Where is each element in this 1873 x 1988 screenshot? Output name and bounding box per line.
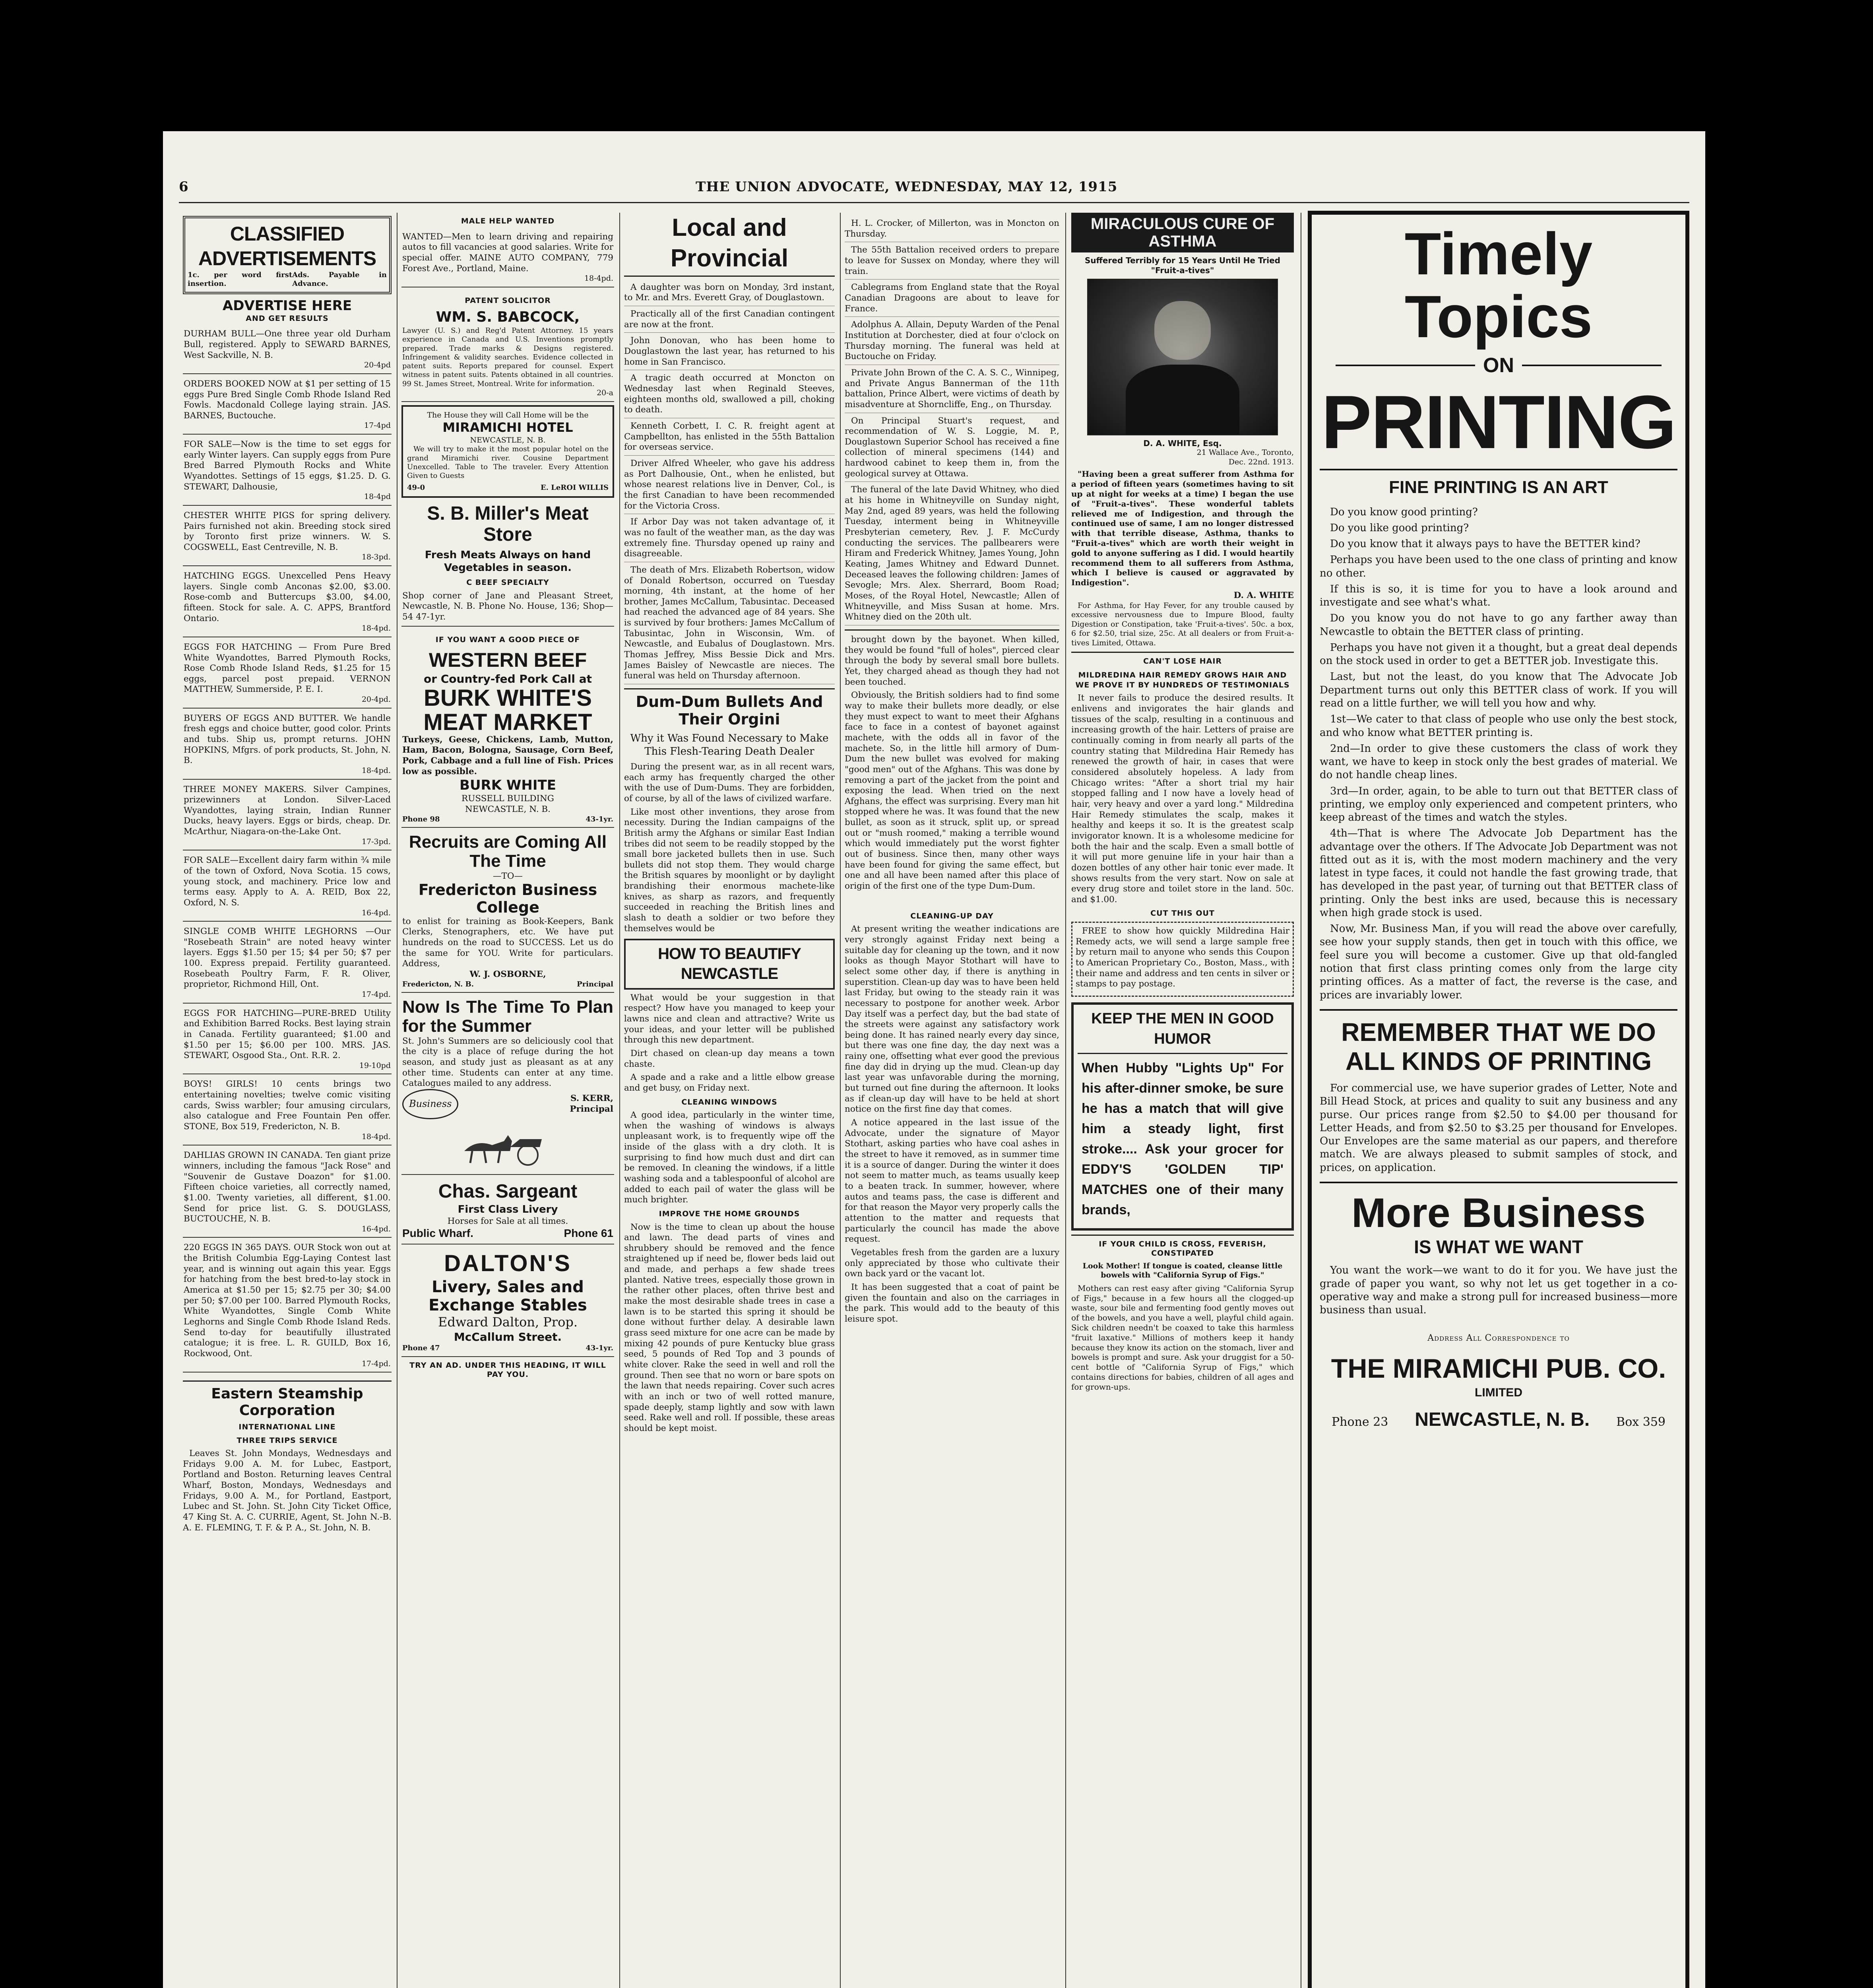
paragraph: 2nd—In order to give these customers the class of work they want, we have to keep in stock only the best grades of material. We do not handle cheap lines. (1320, 742, 1677, 781)
summer-school-ad (401, 995, 614, 1175)
hair-text: It never fails to produce the desired results. It enlivens and invigorates the hair glands and tissues of the scalp, resulting in a continuous and increasing growth of the hair. Letters of praise are continually coming in from nearly all parts of the country stating that Mildredina Hair Remedy has renewed the growth of hair, in cases that were considered absolutely hopeless. A lady from Chicago writes: "After a short trial my hair stopped falling and I now have a lovely head of hair, very heavy and over a yard long." Mildredina Hair Remedy stimulates the scalp, makes it healthy and keeps it so. It is the greatest scalp invigorator known. It is a wholesome medicine for both the hair and the scalp. Even a small bottle of it will put more genuine life in your hair than a dozen bottles of any other hair tonic ever made. It shows results from the very start. Now on sale at every drug store and toilet store in the land. 50c. and $1.00. (1071, 693, 1294, 905)
asthma-caption: D. A. WHITE, Esq. (1143, 438, 1222, 448)
burk-title: BURK WHITE'S MEAT MARKET (423, 685, 592, 735)
advertise-subheading: AND GET RESULTS (246, 314, 329, 323)
classified-ad-text: DAHLIAS GROWN IN CANADA. Ten giant prize winners, including the famous "Jack Rose" and "Souvenir de Gustave Doazon" for $1.00. Fifteen choice varieties, all correctly named, $1.00. Twenty varieties, all different, $1.00. Send for price list. G. S. DOUGLASS, BUCTOUCHE, N. B. (184, 1150, 391, 1224)
daltons-sub: Livery, Sales and Exchange Stables (429, 1277, 587, 1314)
coupon[interactable] (1071, 922, 1294, 997)
paragraph: Do you know that it always pays to have the BETTER kind? (1330, 538, 1640, 550)
classified-ad-text: FOR SALE—Excellent dairy farm within ¾ mile of the town of Oxford, Nova Scotia. 15 cows, young stock, and machinery. Price low and terms easy. Apply to A. A. REID, Box 22, Oxford, N. S. (184, 855, 391, 908)
recruits-place: Fredericton, N. B. (402, 980, 474, 988)
paragraph: Cablegrams from England state that the Royal Canadian Dragoons are about to leave for France. (845, 282, 1059, 317)
paragraph: Adolphus A. Allain, Deputy Warden of the Penal Institution at Dorchester, died at four o'clock on Thursday morning. The funeral was held at Buctouche on Friday. (845, 320, 1059, 365)
classified-ad (183, 377, 392, 435)
paragraph: Practically all of the first Canadian contingent are now at the front. (624, 309, 835, 333)
beautify-box (624, 939, 835, 989)
classified-ad-text: 220 EGGS IN 365 DAYS. OUR Stock won out at the British Columbia Egg-Laying Contest last year, and is winning out again this year. Eggs for hatching from the best bred-to-lay stock in America at $1.50 per 15; $2.75 per 30; $4.00 per 50; $7.00 per 100. Barred Plymouth Rocks, White Wyandottes, Single Comb White Leghorns and Single Comb Rhode Island Reds. Send to-day for beautifully illustrated catalogue; it is free. L. R. GUILD, Box 16, Rockwood, Ont. (184, 1242, 391, 1359)
classified-ad-code: 16-4pd. (361, 1224, 391, 1233)
miller-sub: Fresh Meats Always on hand Vegetables in season. (425, 549, 591, 574)
classified-ad (183, 326, 392, 374)
child-sub: Look Mother! If tongue is coated, cleanse little bowels with "California Syrup of Figs." (1082, 1261, 1283, 1280)
asthma-letter: "Having been a great sufferer from Asthma for a period of fifteen years (sometimes having to sit up at night for weeks at a time) I began the use of "Fruit-a-tives". These wonderful tablets relieved me of Indigestion, and through the continued use of same, I am no longer distressed with that terrible disease, Asthma, thanks to "Fruit-a-tives" which are worth their weight in gold to anyone suffering as I did. I would heartily recommend them to all sufferers from Asthma, which I believe is caused or aggravated by Indigestion". (1071, 469, 1294, 588)
classified-ad-text: SINGLE COMB WHITE LEGHORNS —Our "Rosebeath Strain" are noted heavy winter layers. Eggs $1.50 per 15; $4 per 50; $7 per 100. Express prepaid. Fertility guaranteed. Rosebeath Poultry Farm, F. R. Oliver, proprietor, Richmond Hill, Ont. (184, 926, 391, 990)
cleaning-text: A good idea, particularly in the winter time, when the washing of windows is always unpleasant work, is to frequently wipe off the inside of the glass with a dry cloth. It is surprising to find how much dust and dirt can be removed. In cleaning the windows, if a little washing soda and a tablespoonful of alcohol are added to each pail of water the glass will be much brighter. (624, 1110, 835, 1205)
paragraph: Kenneth Corbett, I. C. R. freight agent at Campbellton, has enlisted in the 55th Battalion for overseas service. (624, 421, 835, 456)
paragraph: Driver Alfred Wheeler, who gave his address as Port Dalhousie, Ont., when he enlisted, but whose nearest relations live in Denver, Col., is the first Canadian to have been recommended for the Victoria Cross. (624, 458, 835, 514)
classified-ad-text: DURHAM BULL—One three year old Durham Bull, registered. Apply to SEWARD BARNES, West Sackville, N. B. (184, 329, 391, 360)
beautify-title: HOW TO BEAUTIFY NEWCASTLE (658, 945, 801, 982)
paragraph: John Donovan, who has been home to Douglastown the last year, has returned to his home in San Francisco. (624, 336, 835, 370)
now-title: Now Is The Time To Plan for the Summer (402, 997, 613, 1036)
local-news-items (624, 282, 835, 684)
child-title: IF YOUR CHILD IS CROSS, FEVERISH, CONSTIPATED (1099, 1239, 1266, 1258)
dumdum-sub: Why it Was Found Necessary to Make This Flesh-Tearing Death Dealer (630, 732, 829, 757)
hotel-ad (401, 405, 614, 498)
classified-payable: Ads. Payable in Advance. (292, 271, 387, 288)
patent-ad (401, 290, 614, 402)
hair-title: CAN'T LOSE HAIR (1143, 657, 1222, 666)
male-help-code: 18-4pd. (584, 274, 613, 283)
remember-heading: REMEMBER THAT WE DO ALL KINDS OF PRINTING (1341, 1017, 1656, 1076)
recruits-text: to enlist for training as Book-Keepers, Bank Clerks, Stenographers, etc. We have put hundreds on the road to SUCCESS. Let us do the same for YOU. Write for particulars. Address, (402, 916, 613, 969)
business-logo: Business (402, 1089, 458, 1119)
hotel-name: MIRAMICHI HOTEL (442, 420, 573, 435)
daltons-code: 43-1yr. (586, 1344, 613, 1353)
paragraph: The death of Mrs. Elizabeth Robertson, widow of Donald Robertson, occurred on Tuesday morning, 4th instant, at the home of her brother, James McCallum, Tabusintac. Deceased had reached the advanced age of 84 years. She is survived by four brothers: James McCallum of Tabusintac, John in Wisconsin, Wm. of Newcastle, and Eubalus of Douglastown. Mrs. Thomas Jeffrey, Miss Bessie Dick and Mrs. James Baisley of Newcastle are nieces. The funeral was held on Thursday afternoon. (624, 565, 835, 684)
company-town: NEWCASTLE, N. B. (1415, 1409, 1590, 1431)
paragraph: Do you know good printing? (1330, 506, 1478, 518)
classified-ad-text: CHESTER WHITE PIGS for spring delivery. Pairs furnished not akin. Breeding stock sired by Toronto first prize winners. W. S. COGSWELL, East Centreville, N. B. (184, 510, 391, 552)
dumdum-title: Dum-Dum Bullets And Their Orgini (636, 693, 823, 728)
classified-ad-text: ORDERS BOOKED NOW at $1 per setting of 15 eggs Pure Bred Single Comb Rhode Island Red Fowls. Macdonald College laying strain. JAS. BARNES, Buctouche. (184, 379, 391, 421)
paragraph: The funeral of the late David Whitney, who died at his home in Whitneyville on Sunday night, May 2nd, aged 89 years, was held the following Tuesday, interment being in Whitneyville Presbyterian cemetery, Rev. J. F. McCurdy conducting the services. The pallbearers were Hiram and Frederick Whitney, James Young, John Keating, James Whitney and Edward Dunnet. Deceased leaves the following children: James of Sevogle; Mrs. Alex. Sherrard, Boom Road; Moses, of the Royal Hotel, Newcastle; Allen of Whitneyville, and Miss Susan at home. Mrs. Whitney died on the 20th ult. (845, 485, 1059, 625)
classified-ad (183, 711, 392, 780)
eastern-line: INTERNATIONAL LINE (238, 1422, 336, 1431)
cut-title: CUT THIS OUT (1150, 909, 1215, 918)
daltons-ad (401, 1247, 614, 1357)
asthma-sign: D. A. WHITE (1233, 590, 1294, 601)
timely-on: ON (1483, 354, 1514, 377)
paragraph: A spade and a rake and a little elbow grease and get busy, on Friday next. (624, 1072, 835, 1093)
classified-ad (183, 1077, 392, 1145)
company-phone: Phone 23 (1332, 1415, 1388, 1429)
hotel-text: We will try to make it the most popular hotel on the grand Miramichi river. Cousine Department Unexcelled. Table to The traveler. Every Attention Given to Guests (407, 445, 609, 480)
keep-text: When Hubby "Lights Up" For his after-dinner smoke, be sure he has a match that will give him a steady light, first stroke.... Ask your grocer for EDDY'S 'GOLDEN TIP' MATCHES one of their many brands, (1082, 1060, 1284, 1217)
paragraph: Do you know you do not have to go any farther away than Newcastle to obtain the BETTER class of printing. (1320, 612, 1677, 638)
paragraph: Obviously, the British soldiers had to find some way to make their bullets more deadly, or else they must expect to want to meet their Afghans face to face in a contest of bayonet against machete, with the odds all in favor of the machete. So, in the little hill armory of Dum-Dum the new bullet was evolved for making "good men" out of the Afghans. This was done by removing a part of the jacket from the point and exposing the lead. When tried on the next Afghans, the effect was surprising. Every man hit stopped where he was. It was found that the new bullet, as soon as it struck, split up, or spread out or "mush roomed," making a terrible wound which would immediately put the worst fighter out of business. Since then, many other ways have been found for giving the same effect, but one and all have been named after this place of origin of the first one of the type Dum-Dum. (845, 690, 1059, 891)
recruits-to: —TO— (493, 871, 523, 881)
miller-spec: C BEEF SPECIALTY (466, 578, 549, 587)
patent-code: 20-a (597, 388, 613, 398)
masthead (179, 179, 1689, 199)
eastern-body: Leaves St. John Mondays, Wednesdays and Fridays 9.00 A. M. for Lubec, Eastport, Portland and Boston. Returning leaves Central Wharf, Boston, Mondays, Wednesdays and Fridays, 9.00 A. M., for Portland, Eastport, Lubec and St. John. St. John City Ticket Office, 47 King St. A. C. CURRIE, Agent, St. John N.-B. A. E. FLEMING, T. F. & P. A., St. John, N. B. (183, 1448, 392, 1533)
asthma-sub: Suffered Terribly for 15 Years Until He Tried "Fruit-a-tives" (1085, 256, 1280, 275)
dumdum-paragraphs (624, 762, 835, 934)
burk-place: NEWCASTLE, N. B. (465, 804, 551, 815)
paragraph: A daughter was born on Monday, 3rd instant, to Mr. and Mrs. Everett Gray, of Douglastown. (624, 282, 835, 306)
paragraph: A notice appeared in the last issue of the Advocate, under the signature of Mayor Stothart, asking parties who have coal ashes in the street to have it removed, as in summer time it is a source of danger. During the winter it does not seem to matter much, as teams usually keep to a beaten track. In summer, however, where autos and teams pass, the case is different and for that reason the Mayor very properly calls the attention to the matter and requests that particularly the council has made the above request. (845, 1118, 1059, 1244)
burk-bldg: RUSSELL BUILDING (461, 794, 554, 804)
sargeant-sub: First Class Livery (458, 1204, 558, 1216)
section-rule (1071, 1235, 1294, 1236)
paragraph: If this is so, it is time for you to have a look around and investigate and see what's what. (1320, 583, 1677, 609)
miller-title: S. B. Miller's Meat Store (427, 503, 589, 545)
classified-ad-code: 18-4pd. (361, 624, 391, 633)
news-items (845, 218, 1059, 625)
printing-questions (1320, 506, 1677, 1002)
hair-sub: MILDREDINA HAIR REMEDY GROWS HAIR AND WE PROVE IT BY HUNDREDS OF TESTIMONIALS (1075, 670, 1290, 689)
classified-ad (183, 640, 392, 709)
classified-ad-code: 17-4pd. (361, 1359, 391, 1368)
patent-label: PATENT SOLICITOR (465, 296, 551, 305)
paragraph: At present writing the weather indications are very strongly against Friday next being a suitable day for cleaning up the town, and it now looks as though Mayor Stothart will have to select some other day, if there is anything in superstition. Clean-up day was to have been held last Friday, but owing to the steady rain it was necessary to postpone for another week. Arbor Day itself was a perfect day, but the bad state of the streets were against any satisfactory work being done. It has rained nearly every day since, but there was one fine day, the day next was a rainy one, offsetting what ever good the previous fine day did in drying up the mud. Clean-up day last year was unfavorable during the morning, but turned out fine during the afternoon. It looks as if clean-up day will have to be held at short notice on the first fine day that comes. (845, 924, 1059, 1114)
patent-medicine-column (1071, 213, 1294, 1988)
now-role: Principal (570, 1104, 613, 1114)
patent-text: Lawyer (U. S.) and Reg'd Patent Attorney. 15 years experience in Canada and U.S. Inventions promptly prepared. Trade marks & Designs registered. Infringement & validity searches. Evidence collected in patent suits. Reports prepared for counsel. Expert witness in patent suits. Patents obtained in all countries. 99 St. James Street, Montreal. Write for information. (402, 326, 613, 388)
male-help-text: WANTED—Men to learn driving and repairing autos to fill vacancies at good salaries. Write for special offer. MAINE AUTO COMPANY, 779 Forest Ave., Portland, Maine. (402, 231, 613, 274)
now-sign: S. KERR, (570, 1093, 613, 1104)
section-rule (624, 688, 835, 689)
classified-ad-code: 18-4pd (364, 492, 391, 501)
classified-ad-code: 18-3pd. (361, 553, 391, 562)
paragraph: brought down by the bayonet. When killed, they would be found "full of holes", pierced clear through the body by several small bore bullets. Yet, they charged ahead as though they had not been touched. (845, 634, 1059, 687)
now-text: St. John's Summers are so deliciously cool that the city is a place of refuge during the hot season, and study just as pleasant as at any other time. Students can enter at any time. Catalogues mailed to any address. (402, 1036, 613, 1089)
work-text: You want the work—we want to do it for you. We have just the grade of paper you want, so why not let us get together in a co-operative way and make a strong pull for increased business—more business than usual. (1320, 1264, 1677, 1316)
asthma-more: For Asthma, for Hay Fever, for any trouble caused by excessive nervousness due to Impure Blood, faulty Digestion or Constipation, take 'Fruit-a-tives'. 50c. a box, 6 for $2.50, trial size, 25c. At all dealers or from Fruit-a-tives Limited, Ottawa. (1071, 601, 1294, 647)
classified-ad-code: 18-4pd. (361, 1132, 391, 1141)
classified-ad-text: EGGS FOR HATCHING — From Pure Bred White Wyandottes, Barred Plymouth Rocks, Rose Comb Rhode Island Reds, $1.25 for 15 eggs, parcel post prepaid. VERNON MATTHEW, Summerside, P. E. I. (184, 642, 391, 695)
column-divider (840, 213, 841, 1988)
classified-ad-code: 17-4pd (364, 421, 391, 430)
recruits-title: Recruits are Coming All The Time (409, 832, 607, 871)
column-divider (1065, 213, 1066, 1988)
paragraph: The 55th Battalion received orders to prepare to leave for Sussex on Monday, where they will train. (845, 245, 1059, 280)
column-divider (619, 213, 620, 1988)
keep-title: KEEP THE MEN IN GOOD HUMOR (1078, 1009, 1287, 1054)
paragraph: 4th—That is where The Advocate Job Department has the advantage over the others. If The Advocate Job Department was not fitted out as it is, with the most modern machinery and the very latest in type faces, it could not handle the fast growing trade, that has developed in the past year, of turning out that BETTER class of printing. Only the best inks are used, because this is necessary when high grade stock is used. (1320, 827, 1677, 919)
paragraph: Like most other inventions, they arose from necessity. During the Indian campaigns of the British army the Afghans or similar East Indian tribes did not seem to be readily stopped by the small bore jacketed bullets then in use. Such bullets did not stop them. They would charge the British squares by moonlight or by daylight brandishing their enormous machete-like knives, as sharp as razors, and frequently succeeded in reaching the British lines and slash to death a soldier or two before they themselves would be (624, 807, 835, 934)
company-limited: LIMITED (1475, 1386, 1522, 1399)
paragraph: A tragic death occurred at Moncton on Wednesday last when Reginald Steeves, eighteen months old, swallowed a pill, choking to death. (624, 373, 835, 418)
burk-country: or Country-fed Pork Call at (423, 672, 592, 686)
paragraph: Now, Mr. Business Man, if you will read the above over carefully, see how your supply stands, then get in touch with this office, we feel sure you will become a customer. Give up that old-fangled notion that first class printing comes only from the large city printing offices. As a matter of fact, the reverse is the case, and prices are invariably lower. (1320, 923, 1677, 1001)
address-label: Address All Correspondence to (1427, 1333, 1570, 1343)
paragraph: Perhaps you have not given it a thought, but a great deal depends on the stock used in order to get a BETTER job. Investigate this. (1320, 641, 1677, 667)
timely-printing: PRINTING (1321, 380, 1676, 465)
improve-heading: IMPROVE THE HOME GROUNDS (659, 1209, 800, 1218)
timely-title: Timely Topics (1404, 220, 1593, 350)
burk-phone: Phone 98 (402, 815, 440, 823)
classified-ad (183, 924, 392, 1003)
portrait-photo (1087, 279, 1278, 435)
paragraph: Perhaps you have been used to the one class of printing and know no other. (1320, 554, 1677, 579)
burk-pre: IF YOU WANT A GOOD PIECE OF (435, 635, 580, 644)
daltons-name: Edward Dalton, Prop. (438, 1314, 578, 1330)
sargeant-title: Chas. Sargeant (438, 1180, 578, 1202)
classified-ads-list (183, 326, 392, 1373)
hotel-code: 49-0 (407, 483, 425, 492)
timely-topics-ad (1308, 211, 1689, 1988)
paragraph: Last, but not the least, do you know that The Advocate Job Department turns out only this BETTER class of work. If you will read on a little further, we will tell you how and why. (1320, 671, 1677, 709)
burk-code: 43-1yr. (586, 815, 613, 823)
classified-ad-text: HATCHING EGGS. Unexcelled Pens Heavy layers. Single comb Anconas $2.00, $3.00. Rose-comb and Buttercups $3.00, $4.00, fifteen. Stock for sale. A. C. APPS, Brantford Ontario. (184, 571, 391, 623)
page-number: 6 (179, 179, 189, 195)
classified-ad-code: 20-4pd. (361, 695, 391, 704)
daltons-title: DALTON'S (444, 1250, 572, 1276)
paragraph: On Principal Stuart's request, and recommendation of W. S. Loggie, M. P., Douglastown Superior School has received a fine collection of mineral specimens (144) and hardwood cabinet to keep them in, from the geological survey at Ottawa. (845, 416, 1059, 482)
classified-ad-code: 17-3pd. (361, 837, 391, 846)
beautify-intro: What would be your suggestion in that respect? How have you managed to keep your lawns nice and clean and attractive? Write us your ideas, and your letter will be published through this new department. (624, 992, 835, 1045)
newspaper-page (163, 131, 1705, 1988)
eastern-title: Eastern Steamship Corporation (211, 1386, 363, 1419)
sargeant-wharf: Public Wharf. (402, 1227, 473, 1240)
beautify-paragraphs (624, 1048, 835, 1094)
classified-ad (183, 1148, 392, 1238)
classified-ad-code: 20-4pd (364, 361, 391, 370)
paragraph: If Arbor Day was not taken advantage of, it was no fault of the weather man, as the day was extremely fine. Thursday opened up rainy and disagreeable. (624, 517, 835, 562)
local-provincial-heading: Local and Provincial (624, 213, 835, 277)
daltons-phone: Phone 47 (402, 1344, 440, 1353)
more-business-heading: More Business (1351, 1190, 1646, 1236)
sargeant-text: Horses for Sale at all times. (447, 1216, 568, 1226)
recruits-role: Principal (577, 980, 613, 988)
eastern-service: THREE TRIPS SERVICE (237, 1436, 338, 1445)
classified-ad (183, 569, 392, 637)
classified-ad-code: 19-10pd (359, 1061, 391, 1070)
classified-ad-code: 17-4pd. (361, 990, 391, 999)
commercial-text: For commercial use, we have superior grades of Letter, Note and Bill Head Stock, at prices and quality to suit any business and any purse. Our prices range from $2.50 to $4.00 per thousand for Letter Heads, and from $2.50 to $3.25 per thousand for Envelopes. Our Envelopes are the same material as our papers, and therefore match. We are always pleased to submit samples of stock, and prices, on application. (1320, 1082, 1677, 1174)
classified-ad (183, 782, 392, 851)
cleanup-heading: CLEANING-UP DAY (910, 911, 994, 920)
newspaper-title: THE UNION ADVOCATE, WEDNESDAY, MAY 12, 1915 (696, 179, 1118, 195)
dumdum-continued (845, 635, 1059, 892)
classified-header (183, 216, 392, 294)
classified-ad-text: THREE MONEY MAKERS. Silver Campines, prizewinners at London. Silver-Laced Wyandottes, laying strain, Indian Runner Ducks, heavy layers. Eggs or birds, cheap. Dr. McArthur, Niagara-on-the-Lake Ont. (184, 784, 391, 837)
classified-ad-text: EGGS FOR HATCHING—PURE-BRED Utility and Exhibition Barred Rocks. Best laying strain in Canada. Fertility guaranteed; $1.00 and $1.50 per 15; $6.00 per 100. MRS. JAS. STEWART, Osgood Sta., Ont. R.R. 2. (184, 1008, 391, 1061)
want-heading: IS WHAT WE WANT (1414, 1237, 1583, 1258)
advertise-here-heading: ADVERTISE HERE (222, 297, 352, 314)
burk-name: BURK WHITE (460, 777, 556, 794)
classified-rate: 1c. per word first insertion. (188, 271, 293, 288)
classified-ad (183, 437, 392, 506)
local-news-column (624, 213, 835, 1988)
paragraph: Private John Brown of the C. A. S. C., Winnipeg, and Private Angus Bannerman of the 11th battalion, Prince Albert, were victims of death by misadventure at Shorncliffe, Eng., on Thursday. (845, 368, 1059, 413)
classified-ad (183, 853, 392, 922)
cleaning-heading: CLEANING WINDOWS (681, 1097, 778, 1107)
asthma-title: MIRACULOUS CURE OF ASTHMA (1071, 213, 1294, 252)
paragraph: Vegetables fresh from the garden are a luxury only appreciated by those who cultivate their own back yard or the vacant lot. (845, 1247, 1059, 1279)
try-an-ad: TRY AN AD. UNDER THIS HEADING, IT WILL PAY YOU. (409, 1361, 606, 1379)
company-name: THE MIRAMICHI PUB. CO. (1331, 1353, 1666, 1384)
section-rule (845, 629, 1059, 631)
sargeant-ad (401, 1177, 614, 1244)
classified-ad-code: 18-4pd. (361, 766, 391, 775)
classified-ad (183, 508, 392, 566)
burk-white-ad (401, 629, 614, 828)
hotel-pre: The House they will Call Home will be the (427, 410, 589, 419)
ads-column (401, 213, 614, 1988)
classified-ad-text: BUYERS OF EGGS AND BUTTER. We handle fresh eggs and choice butter, good color. Prints and tubs. Ship us, prompt returns. JOHN HOPKINS, Mfgrs. of pork products, St. John, N. B. (184, 713, 391, 766)
hotel-place: NEWCASTLE, N. B. (470, 435, 546, 445)
company-box: Box 359 (1616, 1415, 1666, 1429)
classified-ad-code: 16-4pd. (361, 908, 391, 917)
classified-ad-text: BOYS! GIRLS! 10 cents brings two entertaining novelties; twelve comic visiting cards, Swiss warbler; four amusing circulars, also catalogue and Free Fountain Pen offer. STONE, Box 519, Fredericton, N. B. (184, 1079, 391, 1132)
miller-ad (401, 501, 614, 627)
cleanup-paragraphs (845, 924, 1059, 1324)
section-rule (1071, 652, 1294, 653)
masthead-rule (179, 202, 1689, 203)
paragraph: During the present war, as in all recent wars, each army has frequently charged the other with the use of Dum-Dums. They are forbidden, of course, by all of the laws of civilized warfare. (624, 761, 835, 804)
paragraph: H. L. Crocker, of Millerton, was in Moncton on Thursday. (845, 218, 1059, 242)
classified-ad (183, 1006, 392, 1075)
classified-title: CLASSIFIED ADVERTISEMENTS (198, 223, 376, 270)
asthma-date: Dec. 22nd. 1913. (1228, 457, 1294, 466)
cut-text: FREE to show how quickly Mildredina Hair Remedy acts, we will send a large sample free by return mail to anyone who sends this Coupon to American Proprietary Co., Boston, Mass., with their name and address and ten cents in silver or stamps to pay postage. (1076, 926, 1289, 989)
miller-text: Shop corner of Jane and Pleasant Street, Newcastle, N. B. Phone No. House, 136; Shop—54 47-1yr. (402, 590, 613, 622)
fine-printing-heading: FINE PRINTING IS AN ART (1389, 477, 1608, 497)
recruits-sign: W. J. OSBORNE, (469, 969, 546, 980)
male-help-heading: MALE HELP WANTED (461, 217, 555, 225)
horse-carriage-icon (460, 1123, 556, 1167)
recruits-ad (401, 830, 614, 993)
burk-western: WESTERN BEEF (429, 649, 587, 672)
child-text: Mothers can rest easy after giving "California Syrup of Figs," because in a few hours all the clogged-up waste, sour bile and fermenting food gently moves out of the bowels, and you have a well, playful child again. Sick children needn't be coaxed to take this harmless "fruit laxative." Millions of mothers keep it handy because they know its action on the stomach, liver and bowels is prompt and sure. Ask your druggist for a 50-cent bottle of "California Syrup of Figs," which contains directions for babies, children of all ages and for grown-ups. (1071, 1283, 1294, 1392)
male-help-ad (401, 229, 614, 287)
sargeant-phone: Phone 61 (564, 1227, 613, 1240)
paragraph: Do you like good printing? (1330, 522, 1469, 534)
asthma-addr: 21 Wallace Ave., Toronto, (1196, 448, 1294, 457)
eddy-matches-ad (1071, 1002, 1294, 1231)
paragraph: 1st—We cater to that class of people who use only the best stock, and who know what BETTER printing is. (1320, 713, 1677, 739)
hotel-sign: E. LeROI WILLIS (540, 483, 609, 492)
daltons-street: McCallum Street. (454, 1330, 562, 1343)
recruits-college: Fredericton Business College (418, 881, 597, 916)
paragraph: Dirt chased on clean-up day means a town chaste. (624, 1048, 835, 1069)
patent-name: WM. S. BABCOCK, (436, 309, 580, 326)
paragraph: It has been suggested that a coat of paint be given the fountain and also on the carriages in the park. This would add to the beauty of this leisure spot. (845, 1282, 1059, 1324)
paragraph: 3rd—In order, again, to be able to turn out that BETTER class of printing, we employ only experienced and competent printers, who keep abreast of the times and watch the styles. (1320, 785, 1677, 824)
eastern-steamship-ad (183, 1380, 392, 1533)
classified-column (183, 213, 392, 1988)
classified-ad (183, 1240, 392, 1373)
improve-text: Now is the time to clean up about the house and lawn. The dead parts of vines and shrubbery should be removed and the fence straightened up if need be, flower beds laid out and made, and perhaps a few shade trees planted. Native trees, especially those grown in the rather other places, often thrive best and make the most desirable shade trees in case a lawn is to be started this spring it should be done without further delay. A desirable lawn grass seed mixture for one acre can be made by mixing 42 pounds of pure Kentucky blue grass seed, 5 pounds of Red Top and 3 pounds of white clover. Rake the seed in well and roll the ground. Then see that no worn or bare spots on the lawn that needs repairing. Cover such acres with an inch or two of well rotted manure, spade deeply, stamp lightly and sow with lawn seed. Rake well and roll. If possible, these areas should be kept moist. (624, 1222, 835, 1433)
burk-text: Turkeys, Geese, Chickens, Lamb, Mutton, Ham, Bacon, Bologna, Sausage, Corn Beef, Pork, Cabbage and a full line of Fish. Prices low as possible. (402, 734, 613, 777)
classified-ad-text: FOR SALE—Now is the time to set eggs for early Winter layers. Can supply eggs from Pure Bred Barred Plymouth Rocks and White Wyandottes. Settings of 15 eggs, $1.25. D. G. STEWART, Dalhousie, (184, 439, 391, 492)
news-column-2 (845, 213, 1059, 1988)
